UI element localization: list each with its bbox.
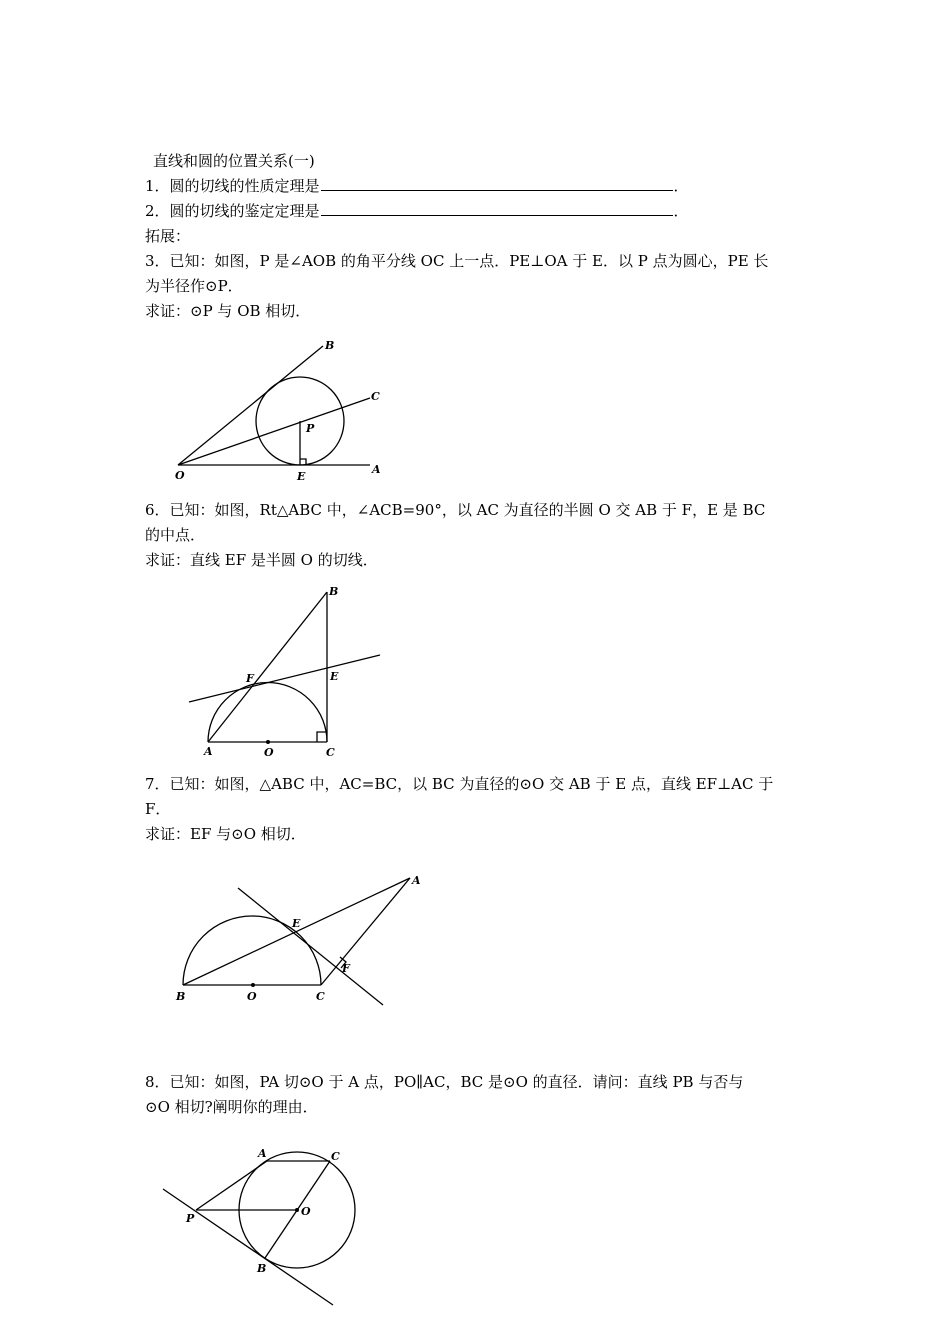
fig8-label-a: A bbox=[258, 1147, 267, 1160]
question-8-line-1: 8．已知：如图，PA 切⊙O 于 A 点，PO∥AC，BC 是⊙O 的直径．请问：直线 PB 与否与 bbox=[145, 1073, 744, 1091]
question-7-line-1: 7．已知：如图，△ABC 中，AC=BC，以 BC 为直径的⊙O 交 AB 于 E 点，直线 EF⊥AC 于 bbox=[145, 775, 774, 793]
question-1-end: ． bbox=[673, 177, 689, 195]
fig3-label-c: C bbox=[371, 390, 380, 403]
fig7-label-b: B bbox=[176, 990, 186, 1003]
fig7-label-f: F bbox=[342, 962, 350, 975]
fig3-label-b: B bbox=[325, 339, 335, 352]
fig6-label-e: E bbox=[330, 670, 339, 683]
fig7-label-a: A bbox=[412, 874, 421, 887]
question-6-prove: 求证：直线 EF 是半圆 O 的切线． bbox=[145, 551, 378, 569]
fig8-center-dot bbox=[295, 1208, 299, 1212]
fig6-label-o: O bbox=[264, 746, 274, 759]
fig8-label-b: B bbox=[257, 1262, 267, 1275]
fig3-label-a: A bbox=[372, 463, 381, 476]
question-8-line-2: ⊙O 相切?阐明你的理由． bbox=[145, 1098, 318, 1116]
fig8-label-p: P bbox=[186, 1212, 195, 1225]
fig6-label-a: A bbox=[204, 745, 213, 758]
fig7-label-c: C bbox=[316, 990, 325, 1003]
question-3-prove: 求证：⊙P 与 OB 相切． bbox=[145, 302, 311, 320]
question-6-line-2: 的中点． bbox=[145, 526, 206, 544]
question-3-line-1: 3．已知：如图，P 是∠AOB 的角平分线 OC 上一点．PE⊥OA 于 E．以 P 点为圆心，PE 长 bbox=[145, 252, 769, 270]
question-7-prove: 求证：EF 与⊙O 相切． bbox=[145, 825, 306, 843]
question-1-text: 1．圆的切线的性质定理是 bbox=[145, 177, 320, 195]
question-6-line-1: 6．已知：如图，Rt△ABC 中，∠ACB=90°，以 AC 为直径的半圆 O 交 AB 于 F，E 是 BC bbox=[145, 501, 766, 519]
fig6-label-b: B bbox=[329, 585, 339, 598]
fig3-label-o: O bbox=[175, 469, 185, 482]
fig6-label-c: C bbox=[326, 746, 335, 759]
question-7-line-2: F． bbox=[145, 800, 171, 818]
fig7-label-e: E bbox=[292, 917, 301, 930]
page-title: 直线和圆的位置关系(一) bbox=[153, 152, 315, 170]
fig8-label-c: C bbox=[331, 1150, 340, 1163]
fig3-label-e: E bbox=[297, 470, 306, 483]
extension-heading: 拓展： bbox=[145, 227, 191, 245]
question-2-text: 2．圆的切线的鉴定定理是 bbox=[145, 202, 320, 220]
fig7-label-o: O bbox=[247, 990, 257, 1003]
fig8-label-o: O bbox=[301, 1205, 311, 1218]
question-2-end: ． bbox=[673, 202, 689, 220]
question-3-line-2: 为半径作⊙P． bbox=[145, 277, 243, 295]
fig6-label-f: F bbox=[246, 672, 254, 685]
fig8-segment-pa bbox=[196, 1161, 267, 1210]
fig3-label-p: P bbox=[306, 422, 315, 435]
